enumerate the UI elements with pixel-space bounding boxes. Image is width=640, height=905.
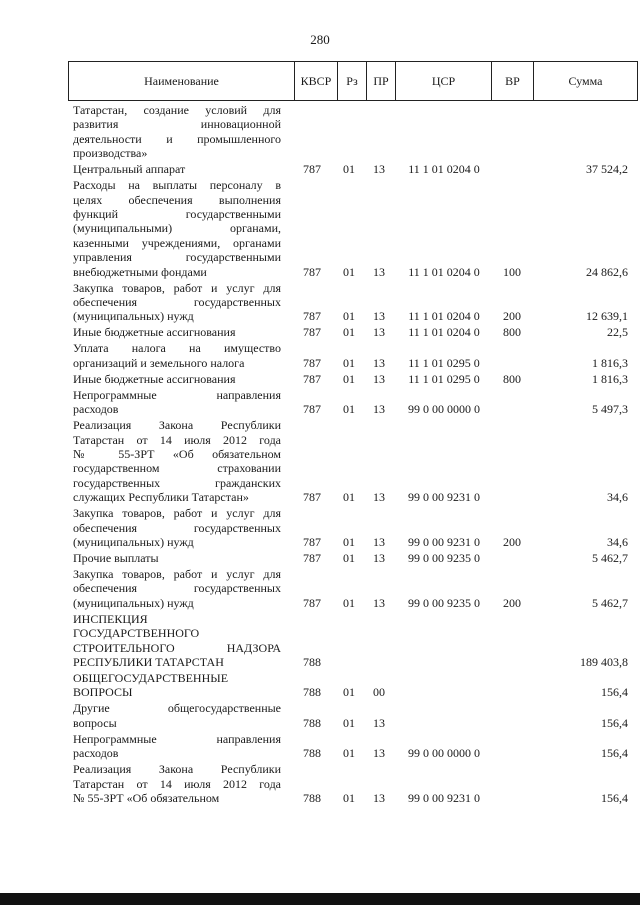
cell-rz: 01 bbox=[343, 309, 355, 324]
cell-csr: 11 1 01 0204 0 bbox=[408, 264, 480, 279]
row-name-line: Реализация Закона Республики bbox=[73, 418, 281, 433]
row-name-line: № 55-ЗРТ «Об обязательном bbox=[73, 790, 220, 805]
cell-kvsr: 787 bbox=[303, 162, 321, 177]
cell-pr: 13 bbox=[373, 371, 385, 386]
cell-csr: 99 0 00 9231 0 bbox=[408, 490, 480, 505]
cell-kvsr: 787 bbox=[303, 490, 321, 505]
row-name-line: обеспечения государственных bbox=[73, 520, 281, 535]
table-row bbox=[0, 281, 640, 326]
cell-kvsr: 787 bbox=[303, 550, 321, 565]
row-name-line: деятельности и промышленного bbox=[73, 131, 281, 146]
table-row bbox=[0, 551, 640, 567]
row-name-line: расходов bbox=[73, 746, 119, 761]
row-name-line: Закупка товаров, работ и услуг для bbox=[73, 280, 281, 295]
table-row bbox=[0, 671, 640, 701]
cell-kvsr: 787 bbox=[303, 309, 321, 324]
row-name bbox=[73, 341, 281, 370]
cell-csr: 11 1 01 0295 0 bbox=[408, 371, 480, 386]
cell-sum: 156,4 bbox=[601, 790, 628, 805]
cell-pr: 13 bbox=[373, 595, 385, 610]
row-name bbox=[73, 103, 281, 161]
row-name-line: обеспечения государственных bbox=[73, 294, 281, 309]
row-name-line: Татарстан от 14 июля 2012 года bbox=[73, 432, 281, 447]
cell-pr: 00 bbox=[373, 685, 385, 700]
row-name-line: расходов bbox=[73, 402, 119, 417]
row-name bbox=[73, 281, 281, 324]
cell-rz: 01 bbox=[343, 264, 355, 279]
row-name-line: служащих Республики Татарстан» bbox=[73, 490, 249, 505]
cell-pr: 13 bbox=[373, 264, 385, 279]
cell-pr: 13 bbox=[373, 309, 385, 324]
cell-vr: 200 bbox=[503, 309, 521, 324]
cell-rz: 01 bbox=[343, 162, 355, 177]
row-name bbox=[73, 388, 281, 417]
cell-csr: 99 0 00 9235 0 bbox=[408, 595, 480, 610]
row-name-line: управления государственными bbox=[73, 250, 281, 265]
scan-edge bbox=[0, 893, 640, 905]
row-name bbox=[73, 732, 281, 761]
row-name-line: (муниципальных) нужд bbox=[73, 534, 194, 549]
cell-kvsr: 788 bbox=[303, 685, 321, 700]
cell-kvsr: 788 bbox=[303, 715, 321, 730]
table-row bbox=[0, 701, 640, 731]
row-name bbox=[73, 612, 281, 670]
row-name-line: Расходы на выплаты персоналу в bbox=[73, 178, 281, 193]
row-name-line: функций государственными bbox=[73, 207, 281, 221]
cell-csr: 99 0 00 0000 0 bbox=[408, 746, 480, 761]
row-name bbox=[73, 162, 281, 176]
cell-sum: 1 816,3 bbox=[592, 355, 628, 370]
cell-kvsr: 787 bbox=[303, 402, 321, 417]
cell-vr: 200 bbox=[503, 534, 521, 549]
page-number: 280 bbox=[310, 32, 330, 47]
row-name-line: СТРОИТЕЛЬНОГО НАДЗОРА bbox=[73, 640, 281, 655]
cell-rz: 01 bbox=[343, 746, 355, 761]
row-name-line: Прочие выплаты bbox=[73, 550, 159, 565]
cell-kvsr: 787 bbox=[303, 355, 321, 370]
cell-sum: 34,6 bbox=[607, 490, 628, 505]
cell-sum: 5 462,7 bbox=[592, 595, 628, 610]
cell-rz: 01 bbox=[343, 595, 355, 610]
cell-rz: 01 bbox=[343, 355, 355, 370]
row-name-line: Непрограммные направления bbox=[73, 387, 281, 402]
cell-rz: 01 bbox=[343, 490, 355, 505]
table-row bbox=[0, 325, 640, 341]
cell-pr: 13 bbox=[373, 550, 385, 565]
cell-sum: 189 403,8 bbox=[580, 654, 628, 669]
row-name-line: (муниципальных) нужд bbox=[73, 309, 194, 324]
row-name bbox=[73, 701, 281, 730]
cell-pr: 13 bbox=[373, 355, 385, 370]
header-pr: ПР bbox=[367, 62, 396, 100]
cell-sum: 156,4 bbox=[601, 746, 628, 761]
table-body bbox=[0, 103, 640, 807]
cell-rz: 01 bbox=[343, 715, 355, 730]
cell-kvsr: 787 bbox=[303, 371, 321, 386]
header-kvsr: КВСР bbox=[295, 62, 338, 100]
cell-sum: 22,5 bbox=[607, 325, 628, 340]
row-name-line: развития инновационной bbox=[73, 117, 281, 132]
row-name bbox=[73, 762, 281, 805]
cell-kvsr: 788 bbox=[303, 746, 321, 761]
cell-pr: 13 bbox=[373, 715, 385, 730]
row-name bbox=[73, 506, 281, 549]
cell-csr: 99 0 00 9235 0 bbox=[408, 550, 480, 565]
row-name-line: Непрограммные направления bbox=[73, 731, 281, 746]
cell-sum: 34,6 bbox=[607, 534, 628, 549]
row-name bbox=[73, 418, 281, 504]
header-sum: Сумма bbox=[568, 74, 603, 88]
row-name-line: производства» bbox=[73, 146, 148, 161]
table-row bbox=[0, 567, 640, 612]
cell-vr: 800 bbox=[503, 371, 521, 386]
row-name-line: государственных гражданских bbox=[73, 475, 281, 490]
row-name-line: Реализация Закона Республики bbox=[73, 762, 281, 777]
row-name-line: № 55-ЗРТ «Об обязательном bbox=[73, 446, 281, 461]
header-rz: Рз bbox=[338, 62, 367, 100]
header-name: Наименование bbox=[69, 62, 295, 100]
row-name-line: ВОПРОСЫ bbox=[73, 685, 133, 700]
row-name-line: (муниципальными) органами, bbox=[73, 221, 281, 236]
row-name bbox=[73, 325, 281, 339]
cell-pr: 13 bbox=[373, 534, 385, 549]
cell-rz: 01 bbox=[343, 325, 355, 340]
row-name-line: целях обеспечения выполнения bbox=[73, 192, 281, 207]
row-name-line: (муниципальных) нужд bbox=[73, 595, 194, 610]
row-name-line: РЕСПУБЛИКИ ТАТАРСТАН bbox=[73, 654, 224, 669]
row-name-line: ИНСПЕКЦИЯ bbox=[73, 611, 148, 626]
row-name-line: Татарстан, создание условий для bbox=[73, 103, 281, 117]
row-name bbox=[73, 671, 281, 700]
cell-sum: 156,4 bbox=[601, 685, 628, 700]
cell-sum: 5 497,3 bbox=[592, 402, 628, 417]
row-name-line: ОБЩЕГОСУДАРСТВЕННЫЕ bbox=[73, 670, 229, 685]
row-name-line: Другие общегосударственные bbox=[73, 701, 281, 716]
cell-pr: 13 bbox=[373, 402, 385, 417]
header-vr: ВР bbox=[492, 62, 534, 100]
row-name-line: организаций и земельного налога bbox=[73, 355, 245, 370]
table-row bbox=[0, 341, 640, 371]
cell-csr: 11 1 01 0204 0 bbox=[408, 325, 480, 340]
cell-kvsr: 787 bbox=[303, 264, 321, 279]
table-row bbox=[0, 372, 640, 388]
row-name-line: Центральный аппарат bbox=[73, 162, 186, 177]
table-row bbox=[0, 418, 640, 506]
row-name-line: Закупка товаров, работ и услуг для bbox=[73, 566, 281, 581]
row-name-line: ГОСУДАРСТВЕННОГО bbox=[73, 626, 200, 641]
cell-rz: 01 bbox=[343, 790, 355, 805]
cell-sum: 12 639,1 bbox=[586, 309, 628, 324]
cell-pr: 13 bbox=[373, 790, 385, 805]
table-row bbox=[0, 732, 640, 762]
table-row bbox=[0, 178, 640, 280]
table-row bbox=[0, 762, 640, 807]
row-name-line: государственном страховании bbox=[73, 461, 281, 476]
cell-csr: 11 1 01 0204 0 bbox=[408, 309, 480, 324]
cell-vr: 800 bbox=[503, 325, 521, 340]
row-name bbox=[73, 551, 281, 565]
cell-sum: 24 862,6 bbox=[586, 264, 628, 279]
cell-vr: 100 bbox=[503, 264, 521, 279]
table-row bbox=[0, 162, 640, 178]
cell-pr: 13 bbox=[373, 162, 385, 177]
cell-sum: 37 524,2 bbox=[586, 162, 628, 177]
row-name-line: Иные бюджетные ассигнования bbox=[73, 325, 236, 340]
cell-kvsr: 787 bbox=[303, 534, 321, 549]
table-row bbox=[0, 103, 640, 162]
cell-sum: 5 462,7 bbox=[592, 550, 628, 565]
cell-vr: 200 bbox=[503, 595, 521, 610]
table-row bbox=[0, 506, 640, 551]
cell-rz: 01 bbox=[343, 685, 355, 700]
cell-pr: 13 bbox=[373, 746, 385, 761]
cell-csr: 99 0 00 0000 0 bbox=[408, 402, 480, 417]
cell-sum: 1 816,3 bbox=[592, 371, 628, 386]
row-name bbox=[73, 567, 281, 610]
cell-pr: 13 bbox=[373, 490, 385, 505]
table-row bbox=[0, 388, 640, 418]
row-name-line: Закупка товаров, работ и услуг для bbox=[73, 506, 281, 521]
row-name-line: Иные бюджетные ассигнования bbox=[73, 371, 236, 386]
cell-rz: 01 bbox=[343, 534, 355, 549]
header-csr: ЦСР bbox=[396, 62, 492, 100]
cell-csr: 99 0 00 9231 0 bbox=[408, 790, 480, 805]
cell-kvsr: 788 bbox=[303, 654, 321, 669]
cell-rz: 01 bbox=[343, 550, 355, 565]
cell-csr: 11 1 01 0295 0 bbox=[408, 355, 480, 370]
row-name-line: Татарстан от 14 июля 2012 года bbox=[73, 776, 281, 791]
table-row bbox=[0, 612, 640, 671]
row-name-line: Уплата налога на имущество bbox=[73, 341, 281, 356]
row-name bbox=[73, 178, 281, 279]
row-name bbox=[73, 372, 281, 386]
row-name-line: обеспечения государственных bbox=[73, 581, 281, 596]
table-header bbox=[68, 61, 638, 101]
cell-rz: 01 bbox=[343, 402, 355, 417]
row-name-line: внебюджетными фондами bbox=[73, 264, 207, 279]
cell-kvsr: 787 bbox=[303, 595, 321, 610]
cell-csr: 99 0 00 9231 0 bbox=[408, 534, 480, 549]
row-name-line: вопросы bbox=[73, 715, 117, 730]
cell-csr: 11 1 01 0204 0 bbox=[408, 162, 480, 177]
cell-kvsr: 787 bbox=[303, 325, 321, 340]
row-name-line: казенными учреждениями, органами bbox=[73, 235, 281, 250]
cell-kvsr: 788 bbox=[303, 790, 321, 805]
cell-rz: 01 bbox=[343, 371, 355, 386]
cell-sum: 156,4 bbox=[601, 715, 628, 730]
cell-pr: 13 bbox=[373, 325, 385, 340]
